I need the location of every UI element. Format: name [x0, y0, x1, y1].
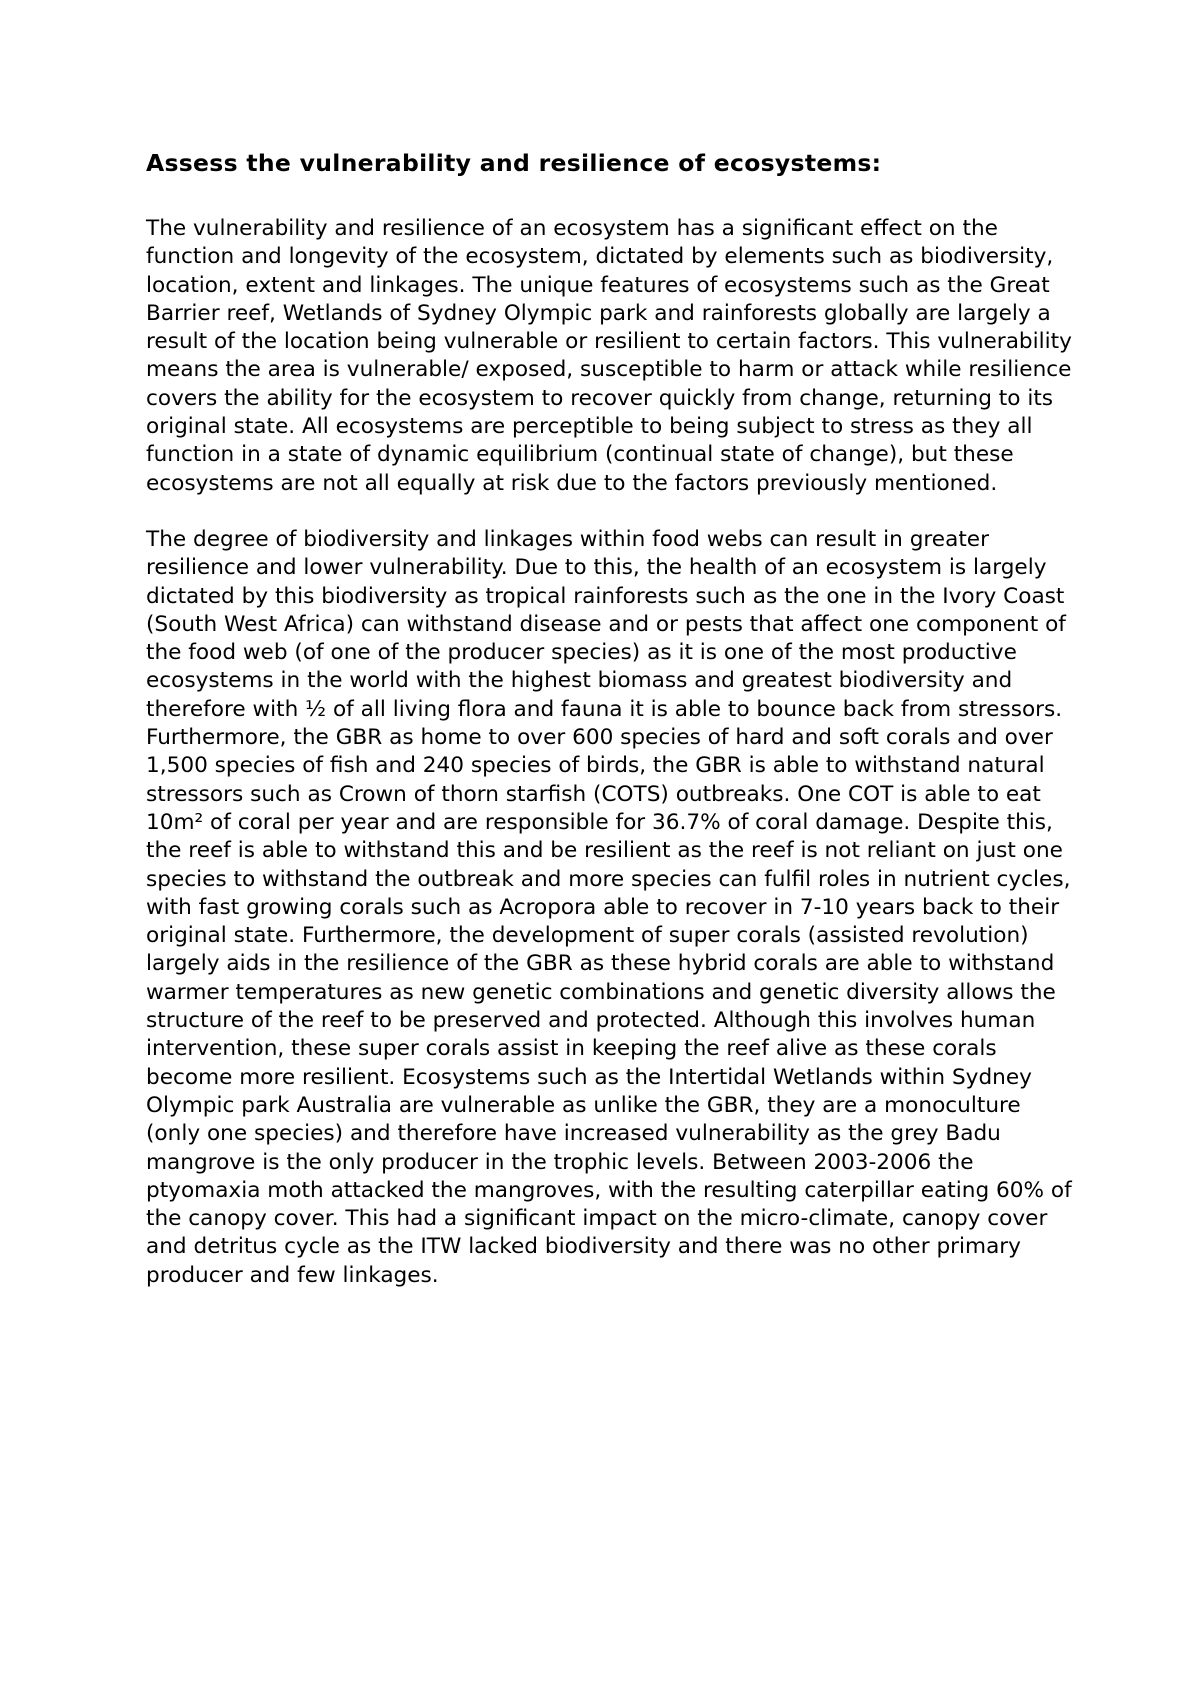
paragraph-intro: The vulnerability and resilience of an ecosystem has a significant effect on the function and longevity of the ecosystem, dictated by elements such as biodiversity, location, extent and linkages. The unique features of ecosystems such as the Great Barrier reef, Wetlands of Sydney Olympic park and rainforests globally are largely a result of the location being vulnerable or resilient to certain factors. This vulnerability means the area is vulnerable/ exposed, susceptible to harm or attack while resilience covers the ability for the ecosystem to recover quickly from change, returning to its original state. All ecosystems are perceptible to being subject to stress as they all function in a state of dynamic equilibrium (continual state of change), but these ecosystems are not all equally at risk due to the factors previously mentioned.: [146, 216, 1072, 496]
document-body: [146, 143, 1076, 1318]
document-title: Assess the vulnerability and resilience of ecosystems:: [146, 149, 882, 177]
paragraph-biodiversity: The degree of biodiversity and linkages within food webs can result in greater resilience and lower vulnerability. Due to this, the health of an ecosystem is largely dictated by this biodiversity as tropical rainforests such as the one in the Ivory Coast (South West Africa) can withstand disease and or pests that affect one component of the food web (of one of the producer species) as it is one of the most productive ecosystems in the world with the highest biomass and greatest biodiversity and therefore with ½ of all living flora and fauna it is able to bounce back from stressors. Furthermore, the GBR as home to over 600 species of hard and soft corals and over 1,500 species of fish and 240 species of birds, the GBR is able to withstand natural stressors such as Crown of thorn starfish (COTS) outbreaks. One COT is able to eat 10m² of coral per year and are responsible for 36.7% of coral damage. Despite this, the reef is able to withstand this and be resilient as the reef is not reliant on just one species to withstand the outbreak and more species can fulfil roles in nutrient cycles, with fast growing corals such as Acropora able to recover in 7-10 years back to their original state. Furthermore, the development of super corals (assisted revolution) largely aids in the resilience of the GBR as these hybrid corals are able to withstand warmer temperatures as new genetic combinations and genetic diversity allows the structure of the reef to be preserved and protected. Although this involves human intervention, these super corals assist in keeping the reef alive as these corals become more resilient. Ecosystems such as the Intertidal Wetlands within Sydney Olympic park Australia are vulnerable as unlike the GBR, they are a monoculture (only one species) and therefore have increased vulnerability as the grey Badu mangrove is the only producer in the trophic levels. Between 2003-2006 the ptyomaxia moth attacked the mangroves, with the resulting caterpillar eating 60% of the canopy cover. This had a significant impact on the micro-climate, canopy cover and detritus cycle as the ITW lacked biodiversity and there was no other primary producer and few linkages.: [146, 526, 1072, 1288]
